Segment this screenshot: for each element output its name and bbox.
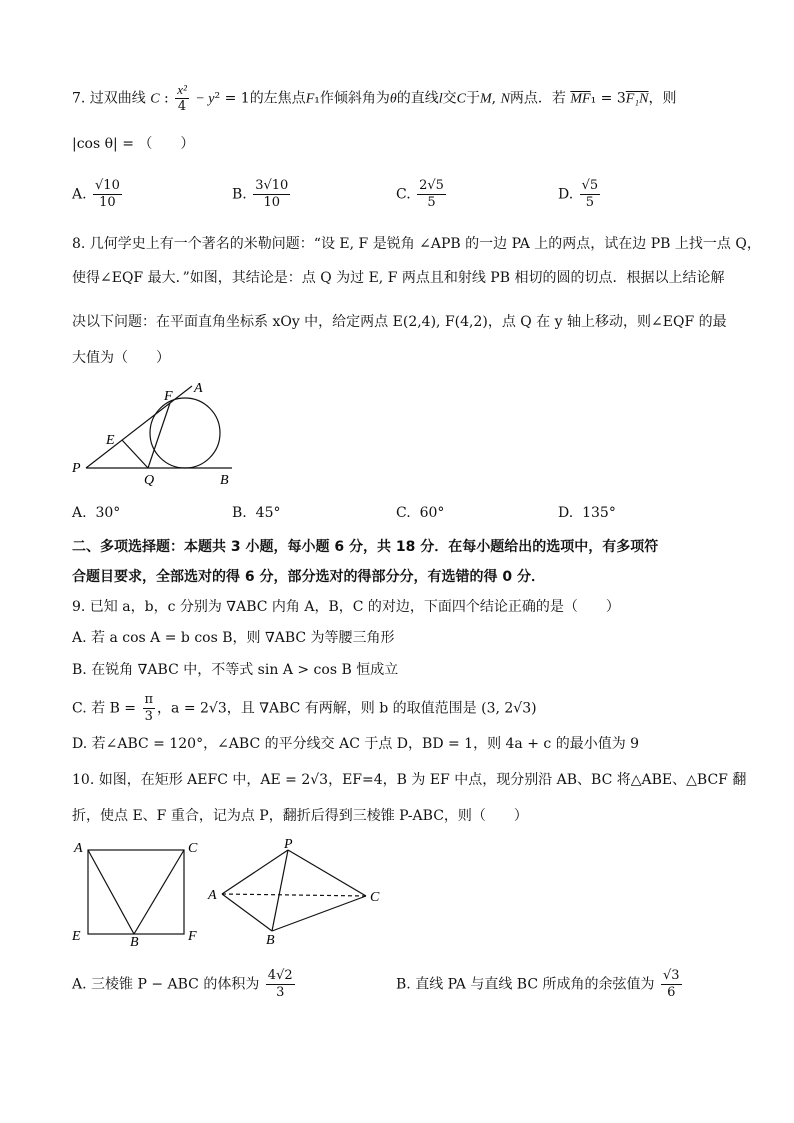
- q10-line2: 折，使点 E、F 重合，记为点 P，翻折后得到三棱锥 P-ABC，则（ ）: [72, 808, 528, 824]
- q10-pyramid-figure: [206, 836, 386, 948]
- label-p: P: [284, 837, 293, 852]
- q9-option-b[interactable]: B. 在锐角 ∇ABC 中，不等式 sin A > cos B 恒成立: [72, 662, 399, 678]
- q10-rectangle-figure: [70, 838, 210, 948]
- segment-eq: [122, 440, 148, 468]
- q10-option-a[interactable]: A. 三棱锥 P − ABC 的体积为 $\frac{4√2}{3}$: [72, 968, 293, 1000]
- tangent-circle: [150, 398, 220, 468]
- label-a: A: [208, 888, 217, 903]
- q8-line2: 使得∠EQF 最大．”如图，其结论是：点 Q 为过 E, F 两点且和射线 PB 相切的圆的切点．根据以上结论解: [72, 270, 725, 286]
- ray-pa: [86, 386, 192, 468]
- q7-option-c[interactable]: C. $\frac{2√5}{5}$: [396, 178, 444, 210]
- label-f: F: [164, 389, 173, 404]
- label-a: A: [74, 841, 83, 856]
- segment-bc: [134, 850, 184, 934]
- q10-line1: 10. 如图，在矩形 AEFC 中，AE = 2√3，EF=4，B 为 EF 中点，现分别沿 AB、BC 将△ABE、△BCF 翻: [72, 772, 747, 788]
- label-a: A: [194, 381, 203, 396]
- q8-option-d[interactable]: D. 135°: [558, 505, 616, 521]
- edge-ab: [222, 894, 272, 931]
- label-b: B: [220, 473, 229, 488]
- label-e: E: [72, 929, 81, 944]
- label-c: C: [188, 841, 198, 856]
- q7-option-b[interactable]: B. $\frac{3√10}{10}$: [232, 178, 289, 210]
- q8-option-c[interactable]: C. 60°: [396, 505, 445, 521]
- rect-aefc: [88, 850, 184, 934]
- q8-miller-figure: [70, 378, 250, 488]
- q7-hyperbola-frac: $\frac{\text{x²}}{4}$: [177, 82, 187, 114]
- q8-option-a[interactable]: A. 30°: [72, 505, 121, 521]
- edge-pa: [222, 850, 288, 894]
- edge-pc: [288, 850, 366, 896]
- q9-option-c[interactable]: C. 若 B = $\frac{\pi}{3}$ ，a = 2√3，且 ∇ABC 有两解，则 b 的取值范围是 (3, 2√3): [72, 692, 537, 724]
- q7-line2: |cos θ| = （ ）: [72, 136, 195, 152]
- q9-option-a[interactable]: A. 若 a cos A = b cos B，则 ∇ABC 为等腰三角形: [72, 630, 395, 646]
- label-p: P: [72, 461, 81, 476]
- q7-option-d[interactable]: D. $\frac{√5}{5}$: [558, 178, 599, 210]
- segment-ab: [88, 850, 134, 934]
- label-b: B: [130, 935, 139, 948]
- q8-option-b[interactable]: B. 45°: [232, 505, 281, 521]
- edge-pb: [272, 850, 288, 931]
- label-f: F: [188, 929, 197, 944]
- label-q: Q: [144, 473, 155, 488]
- q9-option-d[interactable]: D. 若∠ABC = 120°，∠ABC 的平分线交 AC 于点 D，BD = 1，则 4a + c 的最小值为 9: [72, 736, 640, 752]
- section2-line2: 合题目要求，全部选对的得 6 分，部分选对的得部分分，有选错的得 0 分．: [72, 569, 545, 585]
- q9-stem: 9. 已知 a，b，c 分别为 ∇ABC 内角 A，B，C 的对边，下面四个结论正确的是（ ）: [72, 599, 620, 615]
- label-b: B: [266, 933, 275, 948]
- q7-line1: 7. 过双曲线 C : $\frac{\text{x²}}{4}$ − y² = 1的左焦点F₁作倾斜角为θ的直线l交C于M, N两点．若 $\overline{MF}_1 = 3F_1N$，则: [72, 82, 677, 114]
- q8-line3: 决以下问题：在平面直角坐标系 xOy 中，给定两点 E(2,4), F(4,2)，点 Q 在 y 轴上移动，则∠EQF 的最: [72, 314, 727, 330]
- segment-fq: [148, 403, 170, 468]
- q8-line1: 8. 几何学史上有一个著名的米勒问题：“设 E, F 是锐角 ∠APB 的一边 PA 上的两点，试在边 PB 上找一点 Q，: [72, 236, 761, 252]
- label-e: E: [106, 433, 115, 448]
- q8-line4: 大值为（ ）: [72, 350, 170, 366]
- label-c: C: [370, 890, 380, 905]
- section2-line1: 二、多项选择题：本题共 3 小题，每小题 6 分，共 18 分．在每小题给出的选项中，有多项符: [72, 539, 659, 555]
- edge-ac-hidden: [222, 894, 366, 896]
- q7-text-start: 7. 过双曲线: [72, 90, 146, 107]
- q10-option-b[interactable]: B. 直线 PA 与直线 BC 所成角的余弦值为 $\frac{√3}{6}$: [396, 968, 680, 1000]
- q7-option-a[interactable]: A. $\frac{√10}{10}$: [72, 178, 120, 210]
- edge-bc: [272, 896, 366, 931]
